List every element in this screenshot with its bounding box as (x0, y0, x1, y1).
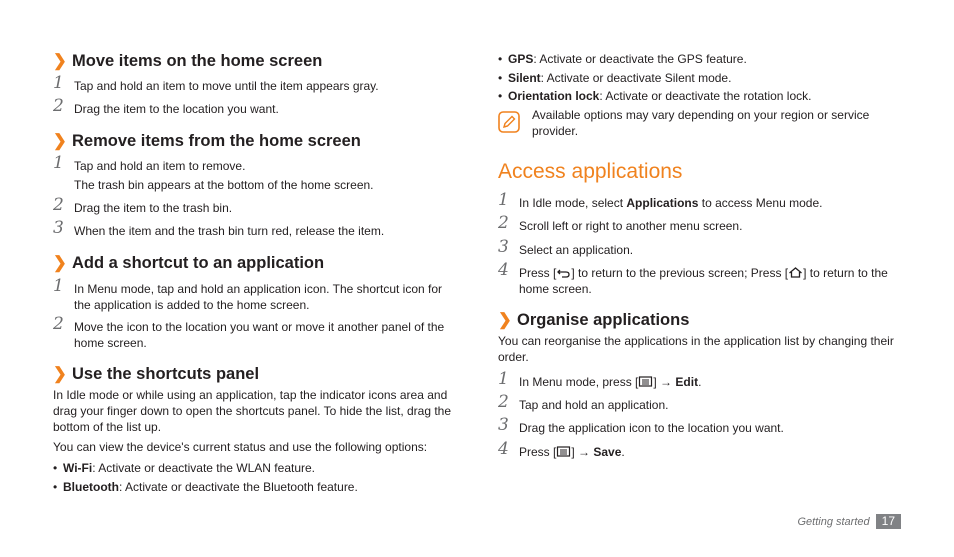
page-title: Access applications (498, 160, 683, 183)
paragraph: You can view the device's current status and use the following options: (53, 440, 428, 454)
step-3: 3 Select an application. (498, 237, 634, 257)
section-heading-remove: ❯ Remove items from the home screen (53, 132, 361, 150)
home-key-icon (788, 267, 803, 278)
back-key-icon (556, 267, 571, 278)
page-number: 17 (876, 514, 901, 529)
step-3: 3 When the item and the trash bin turn red, release the item. (53, 218, 385, 238)
step-1: 1 Tap and hold an item to remove. The trash bin appears at the bottom of the home screen. (53, 153, 374, 192)
section-heading-move: ❯ Move items on the home screen (53, 52, 323, 70)
chevron-icon: ❯ (498, 311, 512, 329)
step-2: 2 Tap and hold an application. (498, 392, 669, 412)
menu-key-icon (556, 446, 571, 457)
bullet-item: • GPS: Activate or deactivate the GPS feature. (498, 52, 747, 66)
bullet-item: • Bluetooth: Activate or deactivate the Bluetooth feature. (53, 480, 358, 494)
step-2: 2 Drag the item to the location you want. (53, 96, 279, 116)
step-1: 1 In Menu mode, tap and hold an application icon. The shortcut icon for the application is added to the home screen. (53, 276, 443, 312)
step-1: 1 In Menu mode, press [ ] → Edit. (498, 369, 702, 389)
step-2: 2 Scroll left or right to another menu screen. (498, 213, 743, 233)
page-footer (797, 514, 901, 529)
note-pencil-icon (498, 111, 520, 133)
bullet-item: • Orientation lock: Activate or deactivate the rotation lock. (498, 89, 812, 103)
step-1: 1 In Idle mode, select Applications to access Menu mode. (498, 190, 823, 210)
paragraph: You can reorganise the applications in the application list by changing their order. (498, 334, 894, 364)
step-1: 1 Tap and hold an item to move until the item appears gray. (53, 73, 379, 93)
chevron-icon: ❯ (53, 132, 67, 150)
paragraph: In Idle mode or while using an application, tap the indicator icons area and drag your finger down to open the shortcuts panel. To hide the list, drag the bottom of the list up. (53, 388, 452, 434)
chevron-icon: ❯ (53, 52, 67, 70)
step-2: 2 Drag the item to the trash bin. (53, 195, 233, 215)
footer-section-label: Getting started (797, 516, 870, 528)
section-heading-shortcut: ❯ Add a shortcut to an application (53, 254, 325, 272)
step-4: 4 Press [ ] → Save. (498, 439, 625, 459)
chevron-icon: ❯ (53, 254, 67, 272)
note-text: Available options may vary depending on your region or service provider. (532, 108, 870, 138)
step-2: 2 Move the icon to the location you want or move it another panel of the home screen. (53, 314, 445, 350)
step-3: 3 Drag the application icon to the location you want. (498, 415, 784, 435)
step-4: 4 Press [ ] to return to the previous screen; Press [ ] to return to the home screen. (498, 260, 888, 296)
chevron-icon: ❯ (53, 365, 67, 383)
section-heading-organise: ❯ Organise applications (498, 311, 690, 329)
bullet-item: • Wi-Fi: Activate or deactivate the WLAN feature. (53, 461, 315, 475)
bullet-item: • Silent: Activate or deactivate Silent mode. (498, 71, 732, 85)
menu-key-icon (638, 376, 653, 387)
section-heading-panel: ❯ Use the shortcuts panel (53, 365, 260, 383)
